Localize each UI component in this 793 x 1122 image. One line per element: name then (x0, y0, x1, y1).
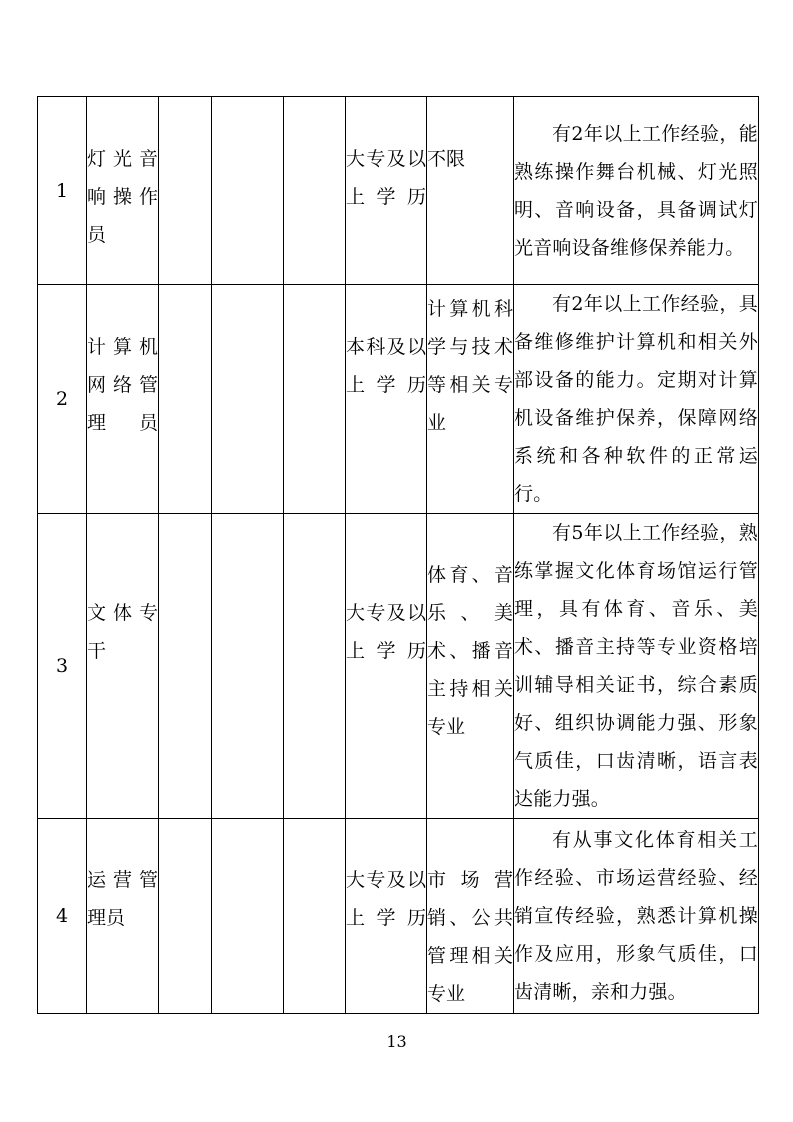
row-number: 4 (38, 819, 87, 1014)
empty-cell (159, 97, 212, 285)
position-name (87, 97, 159, 285)
position-name (87, 514, 159, 819)
table-row (38, 97, 759, 285)
empty-cell (159, 819, 212, 1014)
education-requirement (346, 97, 427, 285)
education-requirement (346, 285, 427, 514)
empty-cell (212, 819, 284, 1014)
job-requirements: 有2年以上工作经验，具备维修维护计算机和相关外部设备的能力。定期对计算机设备维护保养，保障网络系统和各种软件的正常运行。 (514, 285, 759, 514)
empty-cell (284, 97, 346, 285)
education-text: 大专及以上学历 (346, 602, 426, 662)
major-requirement: 不限 (427, 97, 514, 285)
empty-cell (212, 97, 284, 285)
position-name-text: 运营管理员 (87, 869, 158, 929)
education-text: 大专及以上学历 (346, 148, 426, 208)
position-name (87, 285, 159, 514)
empty-cell (284, 819, 346, 1014)
table-row (38, 285, 759, 514)
position-name-text: 文体专干 (87, 602, 158, 662)
table-row (38, 819, 759, 1014)
row-number: 1 (38, 97, 87, 285)
job-requirements: 有5年以上工作经验，熟练掌握文化体育场馆运行管理，具有体育、音乐、美术、播音主持等专业资格培训辅导相关证书，综合素质好、组织协调能力强、形象气质佳，口齿清晰，语言表达能力强。 (514, 514, 759, 819)
job-requirements: 有2年以上工作经验，能熟练操作舞台机械、灯光照明、音响设备，具备调试灯光音响设备维修保养能力。 (514, 97, 759, 285)
empty-cell (284, 514, 346, 819)
table-row (38, 514, 759, 819)
major-requirement: 市场营销、公共管理相关专业 (427, 819, 514, 1014)
position-name-text: 计算机网络管理员 (87, 336, 158, 434)
empty-cell (159, 514, 212, 819)
empty-cell (159, 285, 212, 514)
job-requirements-table (37, 96, 759, 1014)
education-requirement (346, 819, 427, 1014)
job-requirements: 有从事文化体育相关工作经验、市场运营经验、经销宣传经验，熟悉计算机操作及应用，形象气质佳，口齿清晰，亲和力强。 (514, 819, 759, 1014)
empty-cell (284, 285, 346, 514)
position-name (87, 819, 159, 1014)
education-text: 大专及以上学历 (346, 869, 426, 929)
empty-cell (212, 285, 284, 514)
major-requirement: 体育、音乐、美术、播音主持相关专业 (427, 514, 514, 819)
major-requirement: 计算机科学与技术等相关专业 (427, 285, 514, 514)
empty-cell (212, 514, 284, 819)
education-text: 本科及以上学历 (346, 336, 426, 396)
education-requirement (346, 514, 427, 819)
position-name-text: 灯光音响操作员 (87, 148, 158, 246)
row-number: 2 (38, 285, 87, 514)
page-number: 13 (386, 1032, 407, 1051)
row-number: 3 (38, 514, 87, 819)
